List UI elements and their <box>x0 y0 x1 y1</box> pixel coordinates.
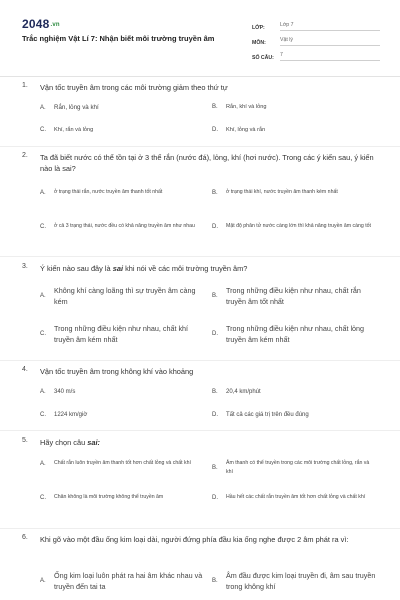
question-divider <box>0 360 400 361</box>
option-letter: A. <box>40 293 46 299</box>
option-letter: A. <box>40 189 46 196</box>
question-text-part: Ý kiến nào sau đây là <box>40 264 113 273</box>
question-6 <box>22 534 384 600</box>
question-2 <box>22 152 384 252</box>
question-number: 1. <box>22 82 28 89</box>
option-text: Hầu hết các chất rắn truyền âm tốt hơn chất lỏng và chất khí <box>226 494 366 500</box>
option-letter: A. <box>40 104 46 111</box>
option-letter: C. <box>40 331 46 337</box>
option-letter: B. <box>212 293 218 299</box>
question-divider <box>0 528 400 529</box>
option-a[interactable] <box>40 188 210 197</box>
option-letter: D. <box>212 494 218 501</box>
option-d[interactable] <box>212 222 382 231</box>
option-text: 340 m/s <box>54 389 76 395</box>
meta-label: MÔN: <box>252 40 266 46</box>
question-number: 5. <box>22 437 28 444</box>
option-text: ở trạng thái rắn, nước truyền âm thanh tốt nhất <box>54 189 163 195</box>
logo-suffix: .vn <box>50 21 60 28</box>
question-divider <box>0 146 400 147</box>
option-text: Rắn, lỏng và khí <box>54 104 99 111</box>
question-number: 2. <box>22 152 28 159</box>
option-a[interactable] <box>40 570 210 592</box>
option-text: Âm đầu được kim loại truyền đi, âm sau truyền trong không khí <box>226 571 376 591</box>
option-text: 1224 km/giờ <box>54 412 88 418</box>
option-b[interactable] <box>212 570 382 592</box>
option-text: Trong những điều kiện như nhau, chất lỏng truyền âm kém nhất <box>226 324 365 344</box>
option-letter: B. <box>212 104 218 110</box>
logo-text: 2048 <box>22 17 50 31</box>
option-c[interactable] <box>40 222 210 231</box>
option-d[interactable] <box>212 412 309 418</box>
meta-row-class <box>252 16 380 31</box>
option-letter: C. <box>40 412 46 418</box>
option-text: 20,4 km/phút <box>226 389 261 395</box>
question-text: Ta đã biết nước có thể tồn tại ở 3 thể rắn (nước đá), lỏng, khí (hơi nước). Trong các ý kiến sau, ý kiến nào là sai? <box>40 153 374 173</box>
question-number: 4. <box>22 366 28 373</box>
page-header <box>0 0 400 64</box>
option-text: Chân không là môi trường không thể truyền âm <box>54 494 164 500</box>
option-letter: B. <box>212 189 218 196</box>
option-text: Trong những điều kiện như nhau, chất rắn truyền âm tốt nhất <box>226 286 361 306</box>
option-text: Khí, lỏng và rắn <box>226 127 266 133</box>
question-1 <box>22 82 384 142</box>
option-a[interactable] <box>40 389 75 395</box>
question-divider <box>0 256 400 257</box>
option-c[interactable] <box>40 412 87 418</box>
option-letter: C. <box>40 494 46 501</box>
option-a[interactable] <box>40 459 210 468</box>
option-b[interactable] <box>212 104 266 110</box>
option-a[interactable] <box>40 104 99 111</box>
option-letter: C. <box>40 223 46 230</box>
option-text: Tất cả các giá trị trên đều đúng <box>226 412 309 418</box>
option-text: Ống kim loại luôn phát ra hai âm khác nhau và truyền đến tai ta <box>54 571 203 591</box>
page-title: Trắc nghiệm Vật Lí 7: Nhận biết môi trường truyền âm <box>22 34 215 43</box>
question-divider <box>0 430 400 431</box>
option-letter: A. <box>40 460 46 467</box>
meta-value: Lớp 7 <box>280 22 380 31</box>
option-text: ở trạng thái khí, nước truyền âm thanh kém nhất <box>226 189 338 195</box>
question-text-part: khi nói về các môi trường truyền âm? <box>123 264 248 273</box>
meta-row-count <box>252 46 380 61</box>
option-c[interactable] <box>40 127 93 133</box>
question-number: 3. <box>22 263 28 270</box>
option-letter: B. <box>212 389 218 395</box>
option-b[interactable] <box>212 188 382 197</box>
quiz-meta <box>252 16 380 61</box>
option-letter: D. <box>212 412 218 418</box>
question-3 <box>22 263 384 359</box>
question-5 <box>22 437 384 527</box>
question-text: Khi gõ vào một đầu ống kim loại dài, người đứng phía đầu kia ống nghe được 2 âm phát ra vì: <box>40 535 349 544</box>
option-text: Âm thanh có thể truyền trong các môi trường chất lỏng, rắn và khí <box>226 460 370 475</box>
option-letter: D. <box>212 223 218 230</box>
option-text: Mật độ phân tử nước càng lớn thì khả năng truyền âm càng tốt <box>226 223 371 229</box>
site-logo[interactable] <box>22 17 60 31</box>
question-text <box>40 437 380 448</box>
option-text: Rắn, khí và lỏng <box>226 104 267 110</box>
question-number: 6. <box>22 534 28 541</box>
question-emphasis: sai: <box>87 438 100 447</box>
option-letter: C. <box>40 127 46 133</box>
option-b[interactable] <box>212 459 382 477</box>
meta-label: LỚP: <box>252 25 265 31</box>
option-b[interactable] <box>212 285 382 307</box>
option-b[interactable] <box>212 389 261 395</box>
option-d[interactable] <box>212 493 382 502</box>
option-text: Không khí càng loãng thì sự truyền âm càng kém <box>54 286 196 306</box>
option-d[interactable] <box>212 323 382 345</box>
question-emphasis: sai <box>112 264 124 273</box>
option-letter: D. <box>212 127 218 133</box>
question-text: Vận tốc truyền âm trong các môi trường giảm theo thứ tự <box>40 83 228 92</box>
meta-value: Vật lý <box>280 37 380 46</box>
option-a[interactable] <box>40 285 210 307</box>
option-text: ở cả 3 trạng thái, nước đều có khả năng truyền âm như nhau <box>54 223 195 229</box>
meta-row-subject <box>252 31 380 46</box>
meta-label: SỐ CÂU: <box>252 55 274 61</box>
option-letter: D. <box>212 331 218 337</box>
question-text-part: Hãy chọn câu <box>40 438 88 447</box>
option-letter: B. <box>212 578 218 584</box>
option-c[interactable] <box>40 493 210 502</box>
question-text: Vận tốc truyền âm trong không khí vào khoảng <box>40 367 194 376</box>
meta-value: 7 <box>280 52 380 61</box>
option-d[interactable] <box>212 127 265 133</box>
option-text: Khí, rắn và lỏng <box>54 127 94 133</box>
option-letter: A. <box>40 578 46 584</box>
option-text: Chất rắn luôn truyền âm thanh tốt hơn chất lỏng và chất khí <box>54 460 191 466</box>
option-letter: B. <box>212 465 218 471</box>
header-divider <box>0 76 400 77</box>
option-letter: A. <box>40 389 46 395</box>
question-4 <box>22 366 384 428</box>
option-c[interactable] <box>40 323 210 345</box>
option-text: Trong những điều kiện như nhau, chất khí truyền âm kém nhất <box>54 324 189 344</box>
question-text <box>40 263 380 274</box>
